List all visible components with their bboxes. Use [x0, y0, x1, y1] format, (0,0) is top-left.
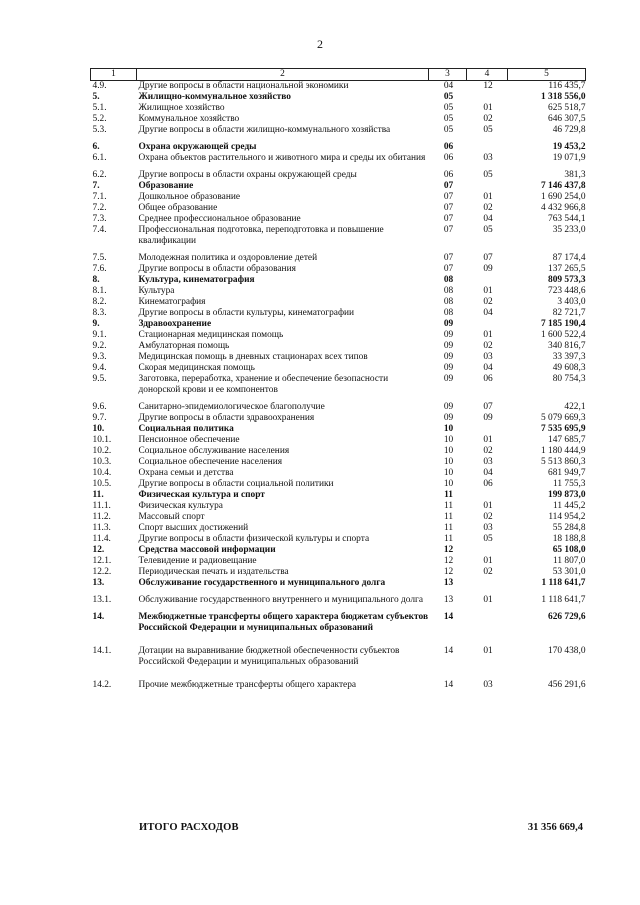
table-row: [91, 225, 586, 247]
table-row: [91, 413, 586, 424]
row-amount: 170 438,0: [548, 646, 586, 656]
table-row: [91, 534, 586, 545]
row-name: Телевидение и радиовещание: [138, 556, 257, 566]
header-col-2: 2: [137, 69, 429, 81]
row-name: Охрана окружающей среды: [138, 142, 257, 152]
row-number: 6.: [92, 142, 100, 152]
row-subsection: 01: [483, 103, 493, 113]
row-subsection: [467, 424, 508, 435]
header-col-1: 1: [91, 69, 137, 81]
row-name: Дошкольное образование: [138, 192, 241, 202]
row-section: 07: [443, 181, 454, 191]
row-number: 10.5.: [92, 479, 112, 489]
row-amount: 147 685,7: [548, 435, 586, 445]
row-name: Образование: [138, 181, 194, 191]
row-amount: 55 284,8: [552, 523, 586, 533]
budget-table: [90, 68, 586, 691]
row-amount: 422,1: [564, 402, 586, 412]
row-subsection: [467, 578, 508, 589]
row-subsection: 12: [483, 81, 493, 91]
row-number: 10.: [92, 424, 105, 434]
row-subsection: 01: [483, 330, 493, 340]
row-name: Культура: [138, 286, 175, 296]
row-section: 04: [443, 81, 454, 91]
row-amount: 625 518,7: [548, 103, 586, 113]
table-row: [91, 457, 586, 468]
row-subsection: 07: [483, 402, 493, 412]
table-row: [91, 275, 586, 286]
table-row: [91, 589, 586, 606]
row-amount: 18 188,8: [552, 534, 586, 544]
table-row: [91, 297, 586, 308]
table-row: [91, 446, 586, 457]
row-amount: 4 432 966,8: [540, 203, 586, 213]
table-row: [91, 214, 586, 225]
row-amount: 7 146 437,8: [540, 181, 586, 191]
table-row: [91, 501, 586, 512]
table-row: [91, 203, 586, 214]
table-row: [91, 668, 586, 691]
row-section: 11: [443, 501, 454, 511]
table-body: [91, 81, 586, 692]
row-amount: 340 816,7: [548, 341, 586, 351]
row-number: 7.5.: [92, 253, 107, 263]
header-col-4: 4: [467, 69, 508, 81]
row-name: Социальное обеспечение населения: [138, 457, 283, 467]
row-amount: 5 079 669,3: [540, 413, 586, 423]
row-number: 10.1.: [92, 435, 112, 445]
row-name: Обслуживание государственного внутреннего и муниципального долга: [138, 595, 424, 605]
row-amount: 49 608,3: [552, 363, 586, 373]
table-row: [91, 396, 586, 413]
row-subsection: 09: [483, 264, 493, 274]
row-name: Здравоохранение: [138, 319, 212, 329]
row-section: 06: [443, 153, 454, 163]
table-row: [91, 468, 586, 479]
row-name: Культура, кинематография: [138, 275, 255, 285]
row-subsection: 01: [483, 286, 493, 296]
row-number: 11.2.: [92, 512, 111, 522]
row-name: Пенсионное обеспечение: [138, 435, 240, 445]
row-name: Другие вопросы в области социальной политики: [138, 479, 334, 489]
table-row: [91, 181, 586, 192]
table-row: [91, 556, 586, 567]
row-subsection: [467, 275, 508, 286]
row-amount: 1 180 444,9: [540, 446, 586, 456]
row-section: 08: [443, 297, 454, 307]
row-subsection: 05: [483, 170, 493, 180]
row-name: Обслуживание государственного и муниципального долга: [138, 578, 386, 588]
row-number: 14.: [92, 612, 105, 622]
row-section: 09: [443, 413, 454, 423]
row-amount: 116 435,7: [548, 81, 586, 91]
row-number: 8.3.: [92, 308, 107, 318]
row-number: 5.2.: [92, 114, 107, 124]
header-col-5: 5: [508, 69, 586, 81]
table-row: [91, 103, 586, 114]
row-number: 7.3.: [92, 214, 107, 224]
row-number: 4.9.: [92, 81, 107, 91]
row-section: 09: [443, 402, 454, 412]
row-amount: 763 544,1: [548, 214, 586, 224]
row-amount: 3 403,0: [557, 297, 586, 307]
row-number: 5.: [92, 92, 100, 102]
row-amount: 1 318 556,0: [540, 92, 586, 102]
row-name: Прочие межбюджетные трансферты общего характера: [138, 680, 357, 690]
row-section: 14: [443, 680, 454, 690]
row-number: 7.: [92, 181, 100, 191]
row-section: 07: [443, 192, 454, 202]
table-row: [91, 490, 586, 501]
row-subsection: 04: [483, 468, 493, 478]
row-amount: 137 265,5: [548, 264, 586, 274]
row-name: Другие вопросы в области образования: [138, 264, 296, 274]
row-name: Периодическая печать и издательства: [138, 567, 289, 577]
row-name: Охрана объектов растительного и животного мира и среды их обитания: [138, 153, 426, 163]
table-row: [91, 567, 586, 578]
row-section: 10: [443, 446, 454, 456]
row-number: 11.: [92, 490, 104, 500]
row-subsection: [467, 181, 508, 192]
row-name: Коммунальное хозяйство: [138, 114, 240, 124]
row-subsection: 03: [483, 457, 493, 467]
row-number: 13.: [92, 578, 105, 588]
row-subsection: 03: [483, 153, 493, 163]
total-amount: 31 356 669,4: [527, 822, 583, 833]
row-section: 05: [443, 103, 454, 113]
row-section: 07: [443, 253, 454, 263]
row-subsection: 01: [483, 435, 493, 445]
row-number: 11.3.: [92, 523, 111, 533]
table-row: [91, 247, 586, 264]
row-section: 10: [443, 457, 454, 467]
row-subsection: 01: [483, 646, 493, 656]
row-subsection: [467, 136, 508, 153]
row-subsection: [467, 490, 508, 501]
row-subsection: 04: [483, 308, 493, 318]
row-number: 5.3.: [92, 125, 107, 135]
row-amount: 11 445,2: [553, 501, 586, 511]
row-name: Скорая медицинская помощь: [138, 363, 255, 373]
row-section: 09: [443, 341, 454, 351]
row-section: 09: [443, 319, 454, 329]
row-subsection: 02: [483, 341, 493, 351]
table-row: [91, 330, 586, 341]
row-name: Массовый спорт: [138, 512, 205, 522]
row-name: Заготовка, переработка, хранение и обеспечение безопасности донорской крови и ее компонентов: [138, 374, 389, 395]
table-row: [91, 512, 586, 523]
row-name: Физическая культура: [138, 501, 223, 511]
row-subsection: 07: [483, 253, 493, 263]
row-number: 12.: [92, 545, 105, 555]
row-section: 11: [444, 490, 453, 500]
row-subsection: 01: [483, 595, 493, 605]
table-row: [91, 153, 586, 164]
row-name: Жилищно-коммунальное хозяйство: [138, 92, 291, 102]
table-row: [91, 192, 586, 203]
row-section: 12: [443, 545, 454, 555]
row-amount: 65 108,0: [552, 545, 586, 555]
row-section: 06: [443, 170, 454, 180]
table-row: [91, 634, 586, 668]
row-name: Амбулаторная помощь: [138, 341, 230, 351]
row-amount: 7 185 190,4: [540, 319, 586, 329]
row-section: 14: [443, 612, 454, 622]
row-section: 07: [443, 214, 454, 224]
row-number: 9.5.: [92, 374, 107, 384]
row-subsection: 02: [483, 567, 493, 577]
row-name: Другие вопросы в области жилищно-коммунального хозяйства: [138, 125, 391, 135]
table-row: [91, 136, 586, 153]
row-number: 8.2.: [92, 297, 107, 307]
row-section: 05: [443, 125, 454, 135]
row-name: Другие вопросы в области здравоохранения: [138, 413, 315, 423]
row-amount: 11 755,3: [553, 479, 586, 489]
table-row: [91, 374, 586, 396]
row-subsection: [467, 319, 508, 330]
row-name: Общее образование: [138, 203, 218, 213]
row-section: 11: [443, 534, 454, 544]
row-amount: 11 807,0: [553, 556, 586, 566]
row-name: Дотации на выравнивание бюджетной обеспеченности субъектов Российской Федерации и муниципальных образований: [138, 646, 400, 667]
row-amount: 80 754,3: [552, 374, 586, 384]
row-number: 14.2.: [92, 680, 112, 690]
row-section: 11: [443, 523, 454, 533]
total-label: ИТОГО РАСХОДОВ: [139, 822, 239, 833]
row-name: Охрана семьи и детства: [138, 468, 234, 478]
row-subsection: 02: [483, 446, 493, 456]
row-name: Стационарная медицинская помощь: [138, 330, 284, 340]
row-subsection: 05: [483, 534, 493, 544]
row-subsection: 04: [483, 363, 493, 373]
row-name: Социальное обслуживание населения: [138, 446, 290, 456]
row-name: Среднее профессиональное образование: [138, 214, 301, 224]
row-name: Спорт высших достижений: [138, 523, 249, 533]
row-subsection: 04: [483, 214, 493, 224]
row-amount: 381,3: [564, 170, 586, 180]
row-subsection: 06: [483, 374, 493, 384]
row-section: 12: [443, 556, 454, 566]
row-number: 8.1.: [92, 286, 107, 296]
row-number: 9.4.: [92, 363, 107, 373]
row-amount: 681 949,7: [548, 468, 586, 478]
row-number: 13.1.: [92, 595, 112, 605]
row-section: 10: [443, 424, 454, 434]
row-subsection: 09: [483, 413, 493, 423]
row-subsection: 01: [483, 556, 493, 566]
row-number: 10.3.: [92, 457, 112, 467]
row-subsection: [467, 545, 508, 556]
row-number: 9.6.: [92, 402, 107, 412]
header-col-3: 3: [429, 69, 467, 81]
row-name: Жилищное хозяйство: [138, 103, 225, 113]
table-row: [91, 81, 586, 93]
row-section: 12: [443, 567, 454, 577]
table-row: [91, 341, 586, 352]
row-section: 11: [443, 512, 454, 522]
table-row: [91, 545, 586, 556]
row-section: 05: [443, 92, 454, 102]
row-number: 8.: [92, 275, 100, 285]
row-amount: 723 448,6: [548, 286, 586, 296]
row-number: 9.: [92, 319, 100, 329]
row-subsection: [467, 92, 508, 103]
row-amount: 5 513 860,3: [540, 457, 586, 467]
row-section: 08: [443, 308, 454, 318]
row-number: 10.4.: [92, 468, 112, 478]
table-row: [91, 435, 586, 446]
row-amount: 1 118 641,7: [541, 578, 586, 588]
row-number: 7.1.: [92, 192, 107, 202]
row-number: 7.6.: [92, 264, 107, 274]
table-row: [91, 424, 586, 435]
row-name: Другие вопросы в области охраны окружающей среды: [138, 170, 357, 180]
table-row: [91, 319, 586, 330]
row-name: Другие вопросы в области национальной экономики: [138, 81, 349, 91]
row-number: 6.2.: [92, 170, 107, 180]
row-subsection: 03: [483, 523, 493, 533]
row-amount: 809 573,3: [548, 275, 586, 285]
row-number: 5.1.: [92, 103, 107, 113]
row-subsection: 05: [483, 125, 493, 135]
row-name: Другие вопросы в области физической культуры и спорта: [138, 534, 370, 544]
row-subsection: 05: [483, 225, 493, 235]
row-subsection: 02: [483, 512, 493, 522]
row-section: 09: [443, 330, 454, 340]
row-name: Профессиональная подготовка, переподготовка и повышение квалификации: [138, 225, 384, 246]
table-row: [91, 286, 586, 297]
table-row: [91, 523, 586, 534]
row-amount: 7 535 695,9: [540, 424, 586, 434]
row-section: 09: [443, 374, 454, 384]
table-row: [91, 92, 586, 103]
row-amount: 1 690 254,0: [540, 192, 586, 202]
row-section: 10: [443, 479, 454, 489]
table-row: [91, 164, 586, 181]
row-section: 13: [443, 595, 454, 605]
row-amount: 1 600 522,4: [540, 330, 586, 340]
row-section: 09: [443, 352, 454, 362]
row-number: 12.2.: [92, 567, 112, 577]
row-amount: 19 071,9: [552, 153, 586, 163]
table-row: [91, 363, 586, 374]
row-section: 05: [443, 114, 454, 124]
row-number: 11.1.: [92, 501, 111, 511]
row-section: 06: [443, 142, 454, 152]
table-row: [91, 606, 586, 634]
row-subsection: 03: [483, 680, 493, 690]
table-header: [91, 69, 586, 81]
table-row: [91, 264, 586, 275]
table-row: [91, 125, 586, 136]
table-row: [91, 114, 586, 125]
row-amount: 114 954,2: [548, 512, 586, 522]
table-row: [91, 479, 586, 490]
row-number: 14.1.: [92, 646, 112, 656]
row-section: 10: [443, 468, 454, 478]
row-subsection: 02: [483, 203, 493, 213]
row-section: 09: [443, 363, 454, 373]
row-number: 7.4.: [92, 225, 107, 235]
row-amount: 456 291,6: [548, 680, 586, 690]
row-amount: 82 721,7: [552, 308, 586, 318]
row-amount: 53 301,0: [552, 567, 586, 577]
row-name: Санитарно-эпидемиологическое благополучие: [138, 402, 325, 412]
row-name: Кинематография: [138, 297, 206, 307]
row-amount: 46 729,8: [552, 125, 586, 135]
row-amount: 646 307,5: [548, 114, 586, 124]
row-number: 9.7.: [92, 413, 107, 423]
row-subsection: [467, 606, 508, 634]
row-amount: 199 873,0: [548, 490, 586, 500]
row-section: 13: [443, 578, 454, 588]
row-amount: 35 233,0: [552, 225, 586, 235]
row-subsection: 03: [483, 352, 493, 362]
row-number: 9.3.: [92, 352, 107, 362]
row-name: Межбюджетные трансферты общего характера бюджетам субъектов Российской Федерации и муниципальных образований: [138, 612, 429, 633]
page-number: 2: [317, 37, 323, 51]
row-subsection: 06: [483, 479, 493, 489]
row-amount: 87 174,4: [552, 253, 586, 263]
row-number: 9.1.: [92, 330, 107, 340]
row-number: 7.2.: [92, 203, 107, 213]
row-name: Социальная политика: [138, 424, 234, 434]
table-row: [91, 308, 586, 319]
row-number: 12.1.: [92, 556, 112, 566]
row-amount: 19 453,2: [552, 142, 586, 152]
table-row: [91, 352, 586, 363]
row-section: 14: [443, 646, 454, 656]
row-name: Медицинская помощь в дневных стационарах всех типов: [138, 352, 368, 362]
row-amount: 626 729,6: [548, 612, 586, 622]
row-name: Средства массовой информации: [138, 545, 276, 555]
row-number: 6.1.: [92, 153, 107, 163]
row-section: 07: [443, 225, 454, 235]
row-name: Физическая культура и спорт: [138, 490, 265, 500]
row-section: 07: [443, 264, 454, 274]
row-section: 07: [443, 203, 454, 213]
row-subsection: 02: [483, 114, 493, 124]
row-section: 10: [443, 435, 454, 445]
row-subsection: 01: [483, 501, 493, 511]
row-number: 9.2.: [92, 341, 107, 351]
row-number: 10.2.: [92, 446, 112, 456]
row-amount: 1 118 641,7: [541, 595, 586, 605]
row-name: Другие вопросы в области культуры, кинематографии: [138, 308, 355, 318]
row-section: 08: [443, 275, 454, 285]
row-amount: 33 397,3: [552, 352, 586, 362]
table-row: [91, 578, 586, 589]
row-subsection: 01: [483, 192, 493, 202]
row-subsection: 02: [483, 297, 493, 307]
row-number: 11.4.: [92, 534, 111, 544]
row-section: 08: [443, 286, 454, 296]
row-name: Молодежная политика и оздоровление детей: [138, 253, 318, 263]
